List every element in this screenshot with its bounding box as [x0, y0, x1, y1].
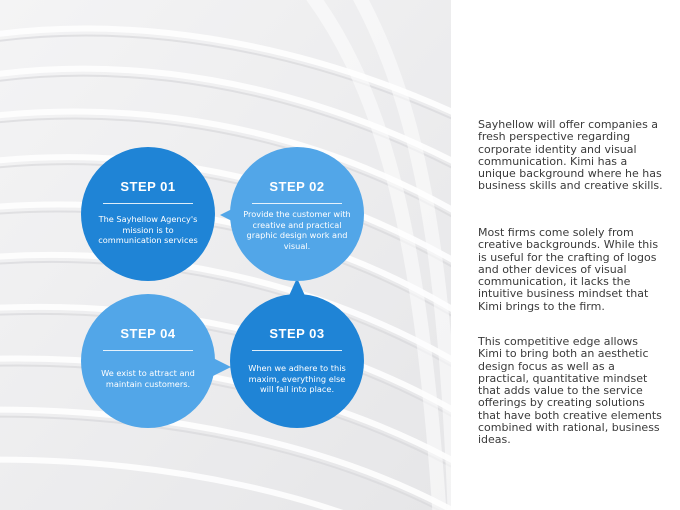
step-03-text: When we adhere to this maxim, everything else will fall into place. — [248, 363, 346, 394]
step-04-divider — [103, 350, 193, 351]
paragraph-1: Sayhellow will offer companies a fresh perspective regarding corporate identity and visual communication. Kimi has a unique background where he has business skills and creative skills. — [478, 118, 663, 193]
paragraph-3: This competitive edge allows Kimi to bring both an aesthetic design focus as well as a practical, quantitative mindset that adds value to the service offerings by creating solutions that have both creative elements combined with rational, business ideas. — [478, 335, 662, 447]
step-01-text: The Sayhellow Agency's mission is to communication services — [98, 214, 198, 245]
step-02-title: STEP 02 — [269, 179, 325, 194]
step-04-circle — [81, 294, 215, 428]
step-04-title: STEP 04 — [120, 326, 176, 341]
step-03-circle — [230, 294, 364, 428]
step-01-divider — [103, 203, 193, 204]
step-02-divider — [252, 203, 342, 204]
step-04-pointer — [213, 358, 231, 376]
paragraph-2: Most firms come solely from creative backgrounds. While this is useful for the crafting of logos and other devices of visual communication, it lacks the intuitive business mindset that Kimi brings to the firm. — [478, 226, 659, 313]
step-03-divider — [252, 350, 342, 351]
step-02-text: Provide the customer with creative and practical graphic design work and visual. — [243, 209, 351, 251]
step-02-circle — [230, 147, 364, 281]
step-01-title: STEP 01 — [120, 179, 176, 194]
step-01-circle — [81, 147, 215, 281]
step-04-text: We exist to attract and maintain customers. — [101, 368, 195, 389]
step-03-title: STEP 03 — [269, 326, 325, 341]
